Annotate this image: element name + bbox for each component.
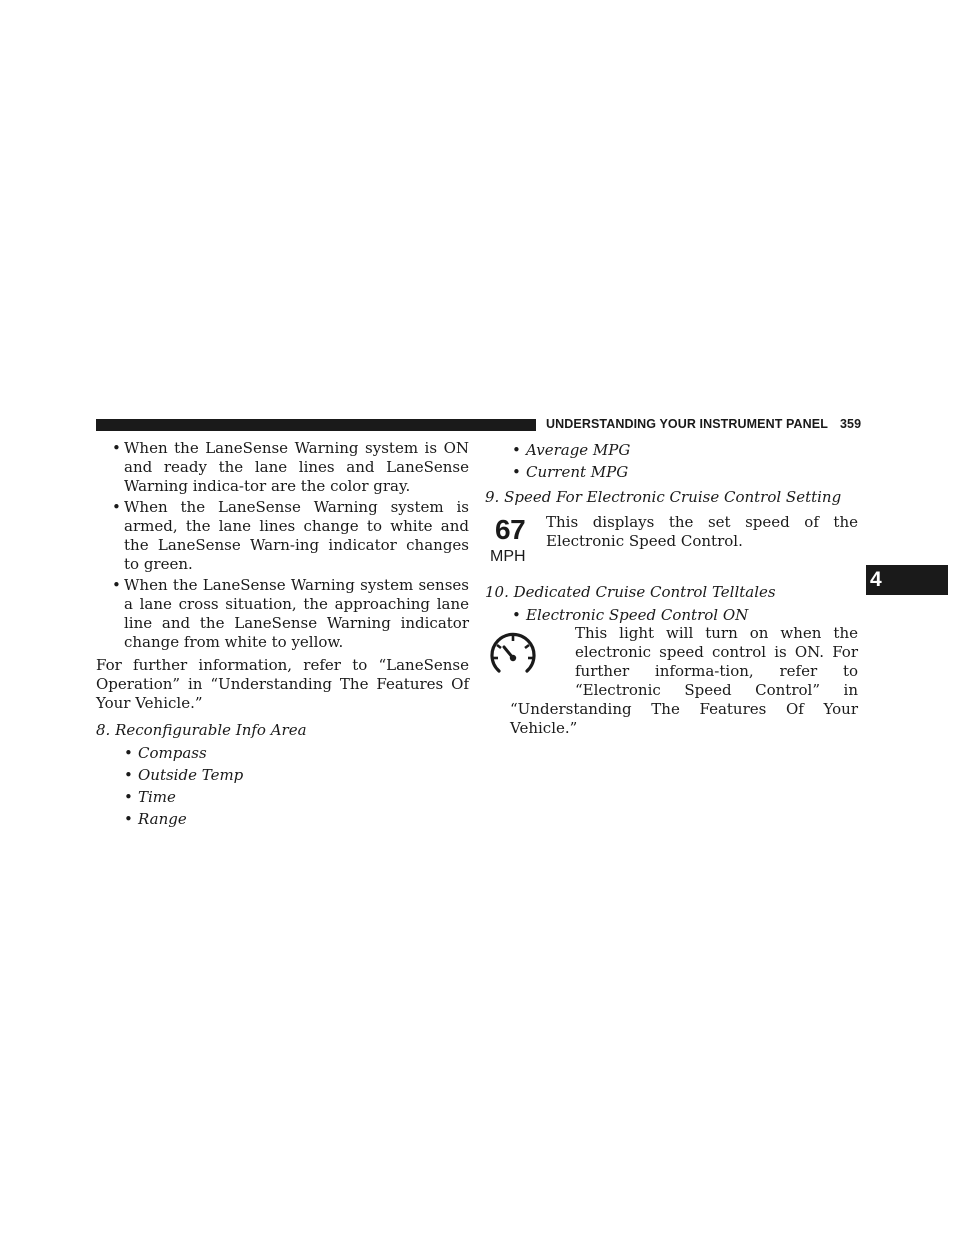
bullet-text: When the LaneSense Warning system is armed, the lane lines change to white and the LaneSense Warn-ing indicator changes to green.: [124, 498, 469, 573]
speed-setting-block: [485, 513, 858, 575]
section-9-text: This displays the set speed of the Electronic Speed Control.: [546, 513, 858, 550]
bullet-text: When the LaneSense Warning system is ON and ready the lane lines and LaneSense Warning indica-tor are the color gray.: [124, 439, 469, 495]
list-item: • Outside Temp: [124, 766, 244, 784]
right-column: [485, 439, 858, 738]
set-speed-number: 67: [495, 514, 526, 545]
section-9-heading: 9. Speed For Electronic Cruise Control Setting: [485, 488, 842, 506]
set-speed-unit: MPH: [490, 548, 526, 565]
mpg-list: [485, 439, 858, 483]
list-item: • Average MPG: [512, 441, 631, 459]
list-item: • Range: [124, 810, 187, 828]
further-info-paragraph: For further information, refer to “LaneSense Operation” in “Understanding The Features Of Your Vehicle.”: [96, 656, 469, 712]
section-8-heading: 8. Reconfigurable Info Area: [96, 721, 307, 739]
running-header: [546, 417, 861, 431]
bullet-text: When the LaneSense Warning system senses a lane cross situation, the approaching lane line and the LaneSense Warning indicator change from white to yellow.: [124, 576, 469, 651]
speedometer-gauge-icon: [487, 628, 539, 680]
chapter-tab: 4: [866, 565, 948, 595]
section-10-text: This light will turn on when the electronic speed control is ON. For further informa-tion, refer to “Electronic Speed Control” in “Understanding The Features Of Your Vehicle.”: [510, 624, 858, 737]
list-item: • Current MPG: [512, 463, 629, 481]
section-10-heading: 10. Dedicated Cruise Control Telltales: [485, 583, 776, 601]
bullet-item: • When the LaneSense Warning system senses a lane cross situation, the approaching lane line and the LaneSense Warning indicator change from white to yellow.: [112, 576, 469, 651]
list-item: • Time: [124, 788, 176, 806]
telltale-list: [485, 604, 858, 626]
page-number: 359: [839, 417, 862, 431]
bullet-item: • When the LaneSense Warning system is armed, the lane lines change to white and the LaneSense Warn-ing indicator changes to green.: [112, 498, 469, 573]
speed-display-icon: [485, 515, 537, 569]
left-column: [96, 439, 469, 830]
header-rule: [96, 419, 536, 431]
list-item: • Compass: [124, 744, 207, 762]
bullet-item: • When the LaneSense Warning system is ON and ready the lane lines and LaneSense Warning indica-tor are the color gray.: [112, 439, 469, 495]
section-title: UNDERSTANDING YOUR INSTRUMENT PANEL: [546, 417, 828, 431]
cruise-telltale-block: [485, 624, 858, 738]
list-item: • Electronic Speed Control ON: [512, 606, 749, 624]
section-8-list: [96, 742, 469, 830]
